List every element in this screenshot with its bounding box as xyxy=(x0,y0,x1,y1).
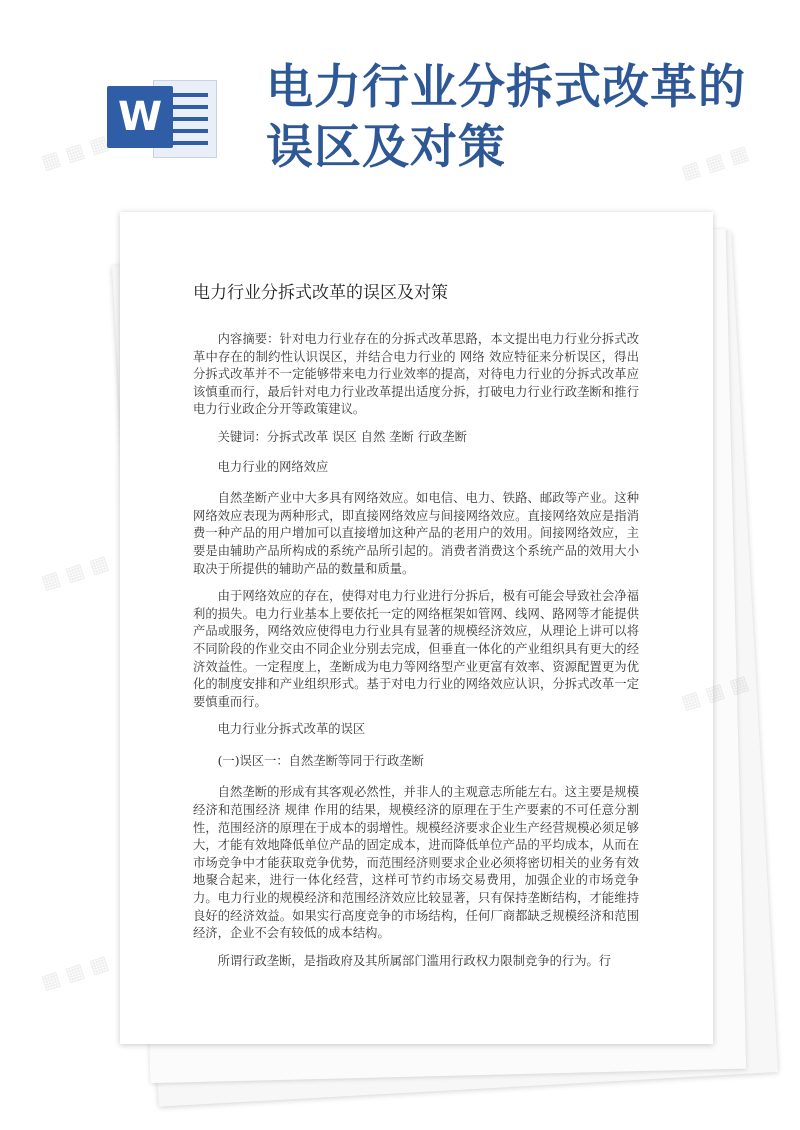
body-paragraph-3: 自然垄断的形成有其客观必然性，并非人的主观意志所能左右。这主要是规模经济和范围经济 规律 作用的结果，规模经济的原理在于生产要素的不可任意分割性，范围经济的原理在于成本的弱增性。规模经济要求企业生产经营规模必须足够大，才能有效地降低单位产品的固定成本，进而降低单位产品的平均成本，从而在市场竞争中才能获取竞争优势，而范围经济则要求企业必须将密切相关的业务有效地聚合起来，进行一体化经营，这样可节约市场交易费用，加强企业的市场竞争力。电力行业的规模经济和范围经济效应比较显著，只有保持垄断结构，才能维持良好的经济效益。如果实行高度竞争的市场结构，任何厂商都缺乏规模经济和范围经济，企业不会有较低的成本结构。 xyxy=(193,785,639,941)
body-paragraph-4: 所谓行政垄断，是指政府及其所属部门滥用行政权力限制竞争的行为。行 xyxy=(217,953,612,968)
watermark-mark: ▦ ▦ ▦ xyxy=(37,129,112,175)
document-title: 电力行业分拆式改革的误区及对策 xyxy=(193,283,448,303)
body-paragraph-2: 由于网络效应的存在，使得对电力行业进行分拆后，极有可能会导致社会净福利的损失。电力行业基本上要依托一定的网络框架如管网、线网、路网等才能提供产品或服务，网络效应使得电力行业具有显著的规模经济效应，从理论上讲可以将不同阶段的作业交由不同企业分别去完成，但垂直一体化的产业组织具有更大的经济效益性。一定程度上，垄断成为电力等网络型产业更富有效率、资源配置更为优化的制度安排和产业组织形式。基于对电力行业的网络效应认识，分拆式改革一定要慎重而行。 xyxy=(193,589,639,709)
abstract-paragraph: 内容摘要：针对电力行业存在的分拆式改革思路，本文提出电力行业分拆式改革中存在的制约性认识误区，并结合电力行业的 网络 效应特征来分析误区，得出分拆式改革并不一定能够带来电力行业效率的提高，对待电力行业的分拆式改革应该慎重而行，最后针对电力行业改革提出适度分拆，打破电力行业行政垄断和推行电力行业政企分开等政策建议。 xyxy=(193,332,639,417)
document-content xyxy=(193,278,639,980)
word-letter-badge: W xyxy=(107,86,173,148)
section-heading-misconceptions: 电力行业分拆式改革的误区 xyxy=(217,722,366,737)
keywords-line: 关键词：分拆式改革 误区 自然 垄断 行政垄断 xyxy=(217,429,467,444)
document-page xyxy=(120,212,713,1044)
header-title: 电力行业分拆式改革的误区及对策 xyxy=(266,60,746,175)
watermark-mark: ▦ ▦ ▦ xyxy=(37,549,112,595)
watermark-mark: ▦ ▦ ▦ xyxy=(37,949,112,995)
word-document-icon xyxy=(107,72,215,162)
section-heading-network-effect: 电力行业的网络效应 xyxy=(217,459,329,474)
subsection-heading-misconception-1: (一)误区一：自然垄断等同于行政垄断 xyxy=(217,753,424,768)
body-paragraph-1: 自然垄断产业中大多具有网络效应。如电信、电力、铁路、邮政等产业。这种网络效应表现为两种形式，即直接网络效应与间接网络效应。直接网络效应是指消费一种产品的用户增加可以直接增加这种产品的老用户的效用。间接网络效应，主要是由辅助产品所构成的系统产品所引起的。消费者消费这个系统产品的效用大小取决于所提供的辅助产品的数量和质量。 xyxy=(193,491,639,576)
watermark-mark: ▦ ▦ ▦ xyxy=(677,139,752,185)
